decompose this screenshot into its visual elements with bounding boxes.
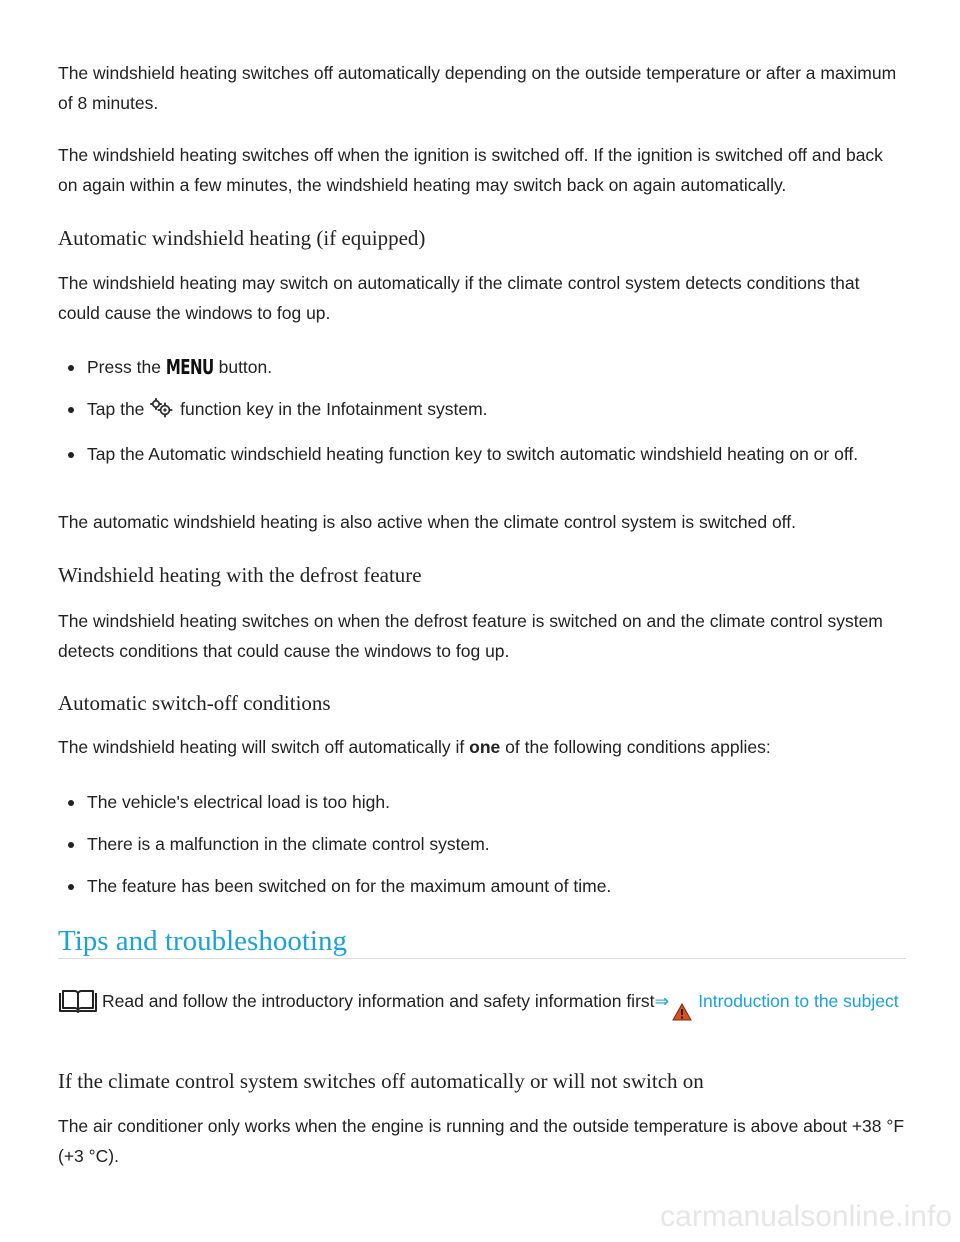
paragraph-air-conditioner: The air conditioner only works when the engine is running and the outside temperature is above about +38 °F (+3 °C). <box>58 1116 905 1166</box>
paragraph-auto-switchoff-time: The windshield heating switches off automatically depending on the outside temperature or after a maximum of 8 minutes. <box>58 63 897 113</box>
bullet-dot <box>68 800 74 806</box>
link-arrow: ⇒ <box>654 991 670 1011</box>
paragraph-read-safety-info: Read and follow the introductory information and safety information first⇒ Introduction to the subject <box>58 986 906 1030</box>
watermark-text: carmanualsonline.info <box>660 1200 952 1233</box>
heading-climate-switches-off: If the climate control system switches off automatically or will not switch on <box>58 1069 704 1093</box>
step-press-menu: Press the MENU button. <box>58 352 906 382</box>
open-book-icon <box>58 989 98 1022</box>
section-divider <box>58 958 906 959</box>
gears-settings-icon <box>149 397 175 427</box>
heading-automatic-windshield-heating: Automatic windshield heating (if equipped) <box>58 226 426 250</box>
list-item: There is a malfunction in the climate control system. <box>58 829 906 859</box>
paragraph-auto-heating-note: The automatic windshield heating is also active when the climate control system is switched off. <box>58 512 796 532</box>
link-introduction-to-subject[interactable]: Introduction to the subject <box>698 991 899 1011</box>
bullet-dot <box>68 884 74 890</box>
auto-heating-steps <box>58 352 906 469</box>
emphasis-one: one <box>469 737 501 757</box>
step-tap-function-key: Tap the Automatic windschield heating function key to switch automatic windshield heating on or off. <box>58 439 906 469</box>
bullet-dot <box>68 842 74 848</box>
section-title-tips: Tips and troubleshooting <box>58 925 347 957</box>
bullet-dot <box>68 365 74 371</box>
heading-defrost-feature: Windshield heating with the defrost feature <box>58 563 422 587</box>
bullet-dot <box>68 452 74 458</box>
paragraph-defrost: The windshield heating switches on when the defrost feature is switched on and the climate control system detects conditions that could cause the windows to fog up. <box>58 611 883 661</box>
list-item: The feature has been switched on for the maximum amount of time. <box>58 871 906 901</box>
paragraph-switch-off-intro: The windshield heating will switch off automatically if one of the following conditions applies: <box>58 737 771 757</box>
warning-triangle-icon <box>672 1000 692 1030</box>
switch-off-conditions-list <box>58 787 906 901</box>
menu-button-icon: MENU <box>165 354 214 380</box>
paragraph-auto-heating-intro: The windshield heating may switch on automatically if the climate control system detects conditions that could cause the windows to fog up. <box>58 273 860 323</box>
step-tap-settings: Tap the function key in the Infotainment system. <box>58 394 906 427</box>
bullet-dot <box>68 407 74 413</box>
list-item: The vehicle's electrical load is too high. <box>58 787 906 817</box>
heading-switch-off-conditions: Automatic switch-off conditions <box>58 691 331 715</box>
paragraph-ignition-off: The windshield heating switches off when the ignition is switched off. If the ignition is switched off and back on again within a few minutes, the windshield heating may switch back on again automatically. <box>58 145 883 195</box>
